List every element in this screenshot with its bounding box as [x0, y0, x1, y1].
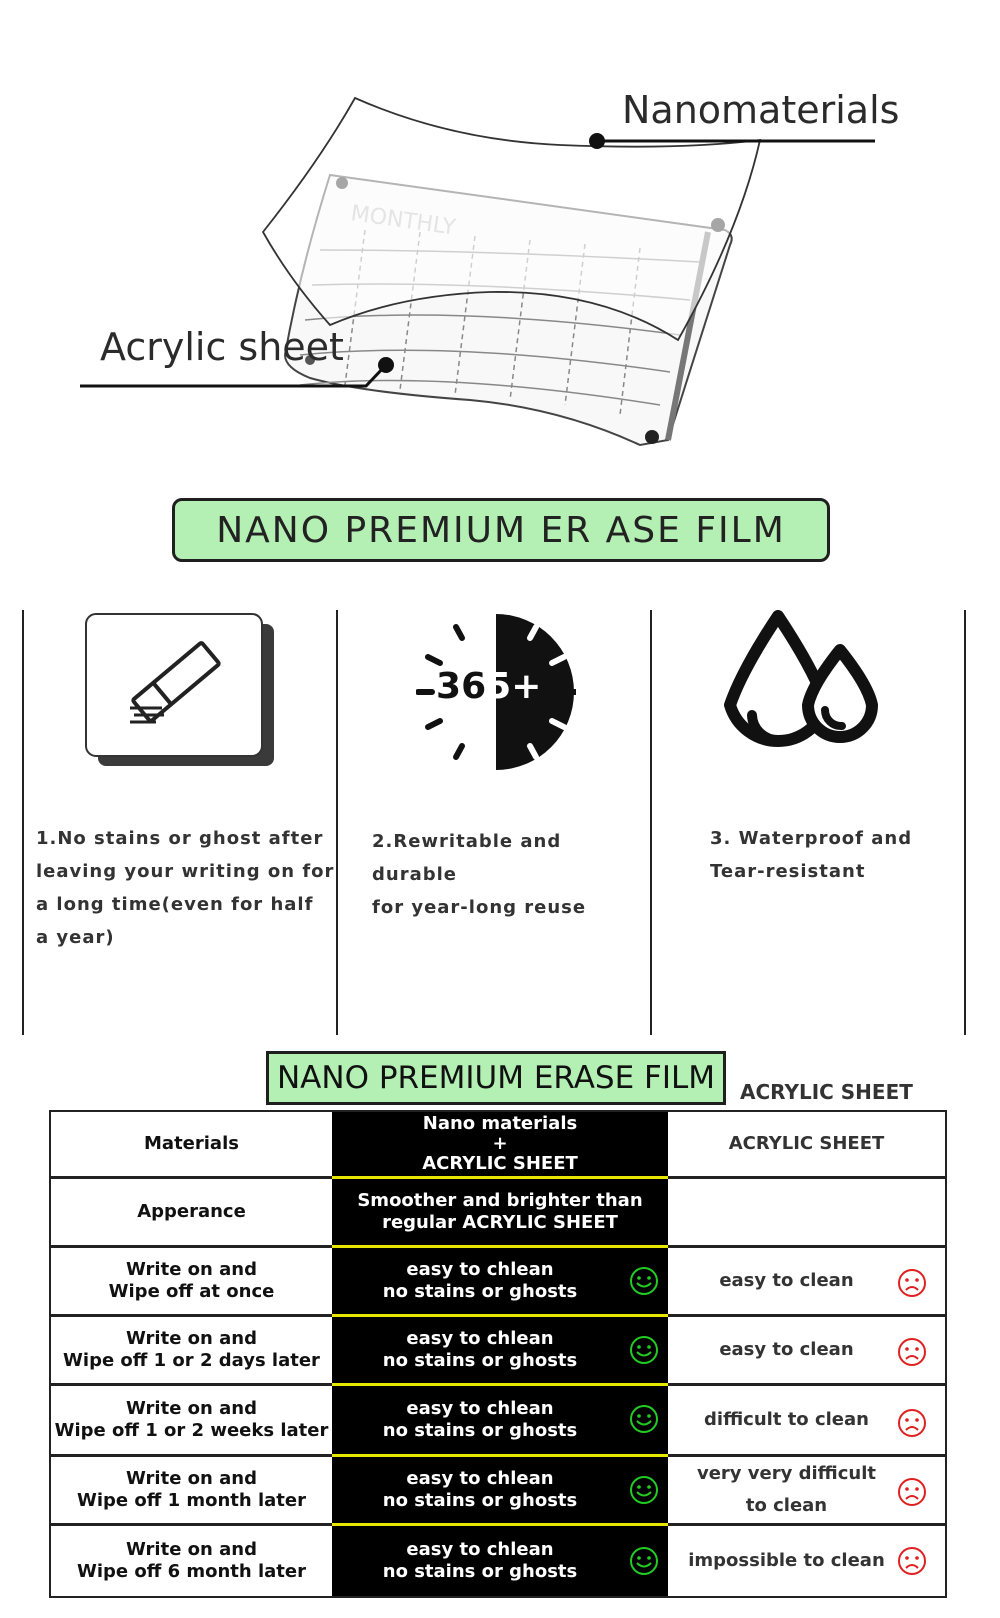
table-row — [51, 1248, 945, 1314]
feature-divider — [964, 610, 966, 1035]
layered-film-illustration — [0, 0, 1000, 470]
acrylic-cell — [668, 1179, 945, 1245]
eraser-icon — [84, 612, 276, 772]
nano-cell: Nano materials + ACRYLIC SHEET — [332, 1112, 668, 1176]
acrylic-cell: easy to clean — [719, 1270, 854, 1291]
mount-hole — [645, 430, 659, 444]
nano-cell: easy to chlean no stains or ghosts — [332, 1457, 668, 1523]
sad-face-icon — [897, 1268, 927, 1298]
table-row — [51, 1179, 945, 1245]
table-row — [51, 1457, 945, 1523]
badge-char: 6 — [461, 666, 487, 707]
comparison-title: NANO PREMIUM ERASE FILM — [266, 1051, 726, 1105]
table-row — [51, 1526, 945, 1596]
badge-char: 3 — [436, 666, 462, 707]
acrylic-cell: impossible to clean — [688, 1550, 885, 1571]
row-label: Write on and Wipe off 6 month later — [76, 1539, 307, 1582]
comparison-table — [49, 1110, 947, 1598]
main-banner: NANO PREMIUM ER ASE FILM — [172, 498, 830, 562]
feature-divider — [336, 610, 338, 1035]
badge-text — [436, 666, 541, 710]
smiley-icon — [629, 1335, 659, 1365]
acrylic-cell: easy to clean — [719, 1339, 854, 1360]
nano-cell: easy to chlean no stains or ghosts — [332, 1386, 668, 1454]
water-drops-icon — [722, 610, 882, 772]
smiley-icon — [629, 1475, 659, 1505]
nanomaterials-label: Nanomaterials — [622, 88, 900, 132]
table-row — [51, 1112, 945, 1176]
row-label: Materials — [144, 1133, 239, 1154]
row-label: Write on and Wipe off 1 or 2 days later — [63, 1328, 320, 1371]
badge-char: 5 — [486, 666, 512, 707]
smiley-icon — [629, 1546, 659, 1576]
table-row — [51, 1386, 945, 1454]
badge-char: + — [511, 666, 542, 707]
nano-cell: Smoother and brighter than regular ACRYLIC SHEET — [332, 1179, 668, 1245]
smiley-icon — [629, 1266, 659, 1296]
acrylic-column-heading: ACRYLIC SHEET — [740, 1080, 913, 1104]
row-label: Write on and Wipe off 1 month later — [76, 1468, 307, 1511]
row-label: Write on and Wipe off 1 or 2 weeks later — [54, 1398, 329, 1441]
acrylic-cell: difficult to clean — [704, 1409, 869, 1430]
acrylic-cell: ACRYLIC SHEET — [728, 1133, 885, 1154]
feature-1-text: 1.No stains or ghost after leaving your writing on for a long time(even for half a year) — [36, 828, 335, 948]
acrylic-cell: very very difficult to clean — [696, 1463, 877, 1516]
nano-cell: easy to chlean no stains or ghosts — [332, 1248, 668, 1314]
feature-3-text: 3. Waterproof and Tear-resistant — [710, 828, 913, 882]
table-row — [51, 1317, 945, 1383]
smiley-icon — [629, 1404, 659, 1434]
clock-365-badge — [436, 666, 586, 710]
sad-face-icon — [897, 1337, 927, 1367]
feature-2-text: 2.Rewritable and durable for year-long reuse — [372, 831, 587, 918]
sad-face-icon — [897, 1477, 927, 1507]
nano-cell: easy to chlean no stains or ghosts — [332, 1317, 668, 1383]
feature-divider — [22, 610, 24, 1035]
sad-face-icon — [897, 1408, 927, 1438]
sad-face-icon — [897, 1546, 927, 1576]
row-label: Apperance — [137, 1201, 246, 1222]
acrylic-sheet-label: Acrylic sheet — [100, 325, 344, 369]
row-label: Write on and Wipe off at once — [108, 1259, 275, 1302]
nano-cell: easy to chlean no stains or ghosts — [332, 1526, 668, 1596]
feature-divider — [650, 610, 652, 1035]
